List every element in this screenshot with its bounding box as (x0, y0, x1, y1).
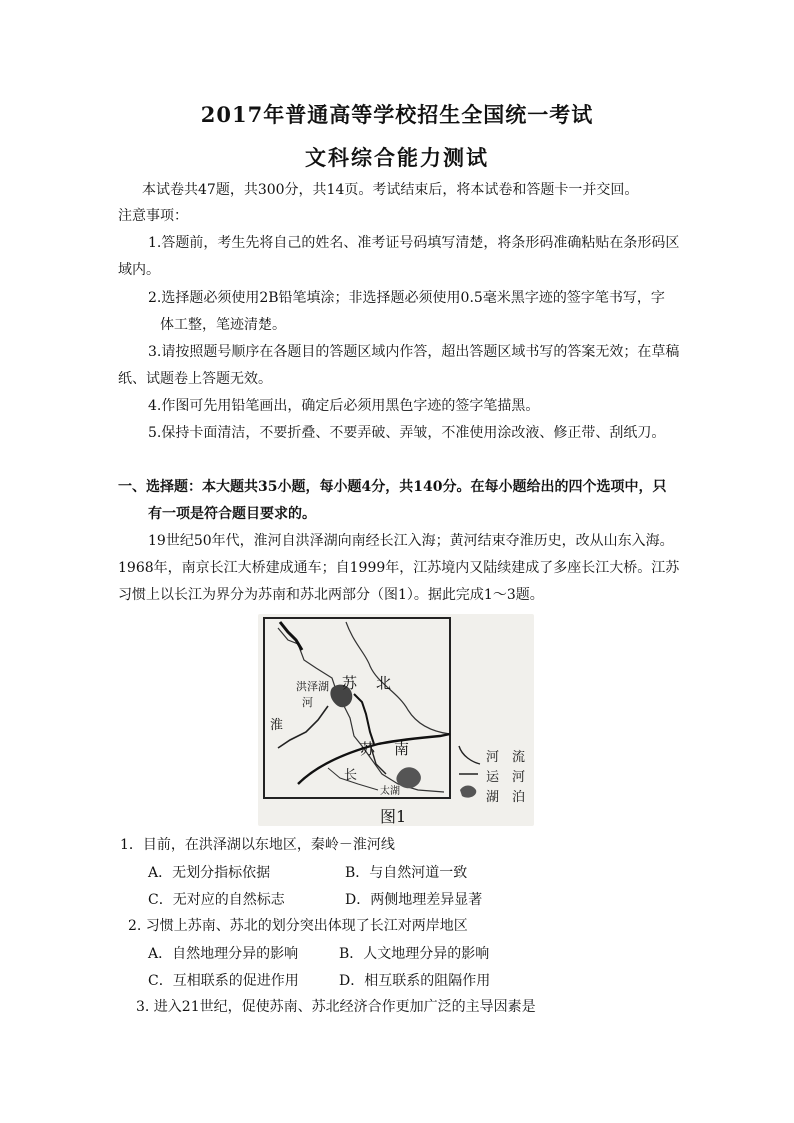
notice-item-4: 4.作图可先用铅笔画出，确定后必须用黑色字迹的签字笔描黑。 (148, 398, 540, 414)
question-1-option-a: A．无划分指标依据 (148, 865, 271, 881)
notice-item-5: 5.保持卡面清洁，不要折叠、不要弄破、弄皱，不准使用涂改液、修正带、刮纸刀。 (148, 425, 666, 441)
notice-item-1-cont: 域内。 (118, 262, 160, 278)
legend-river-3: 泊 (512, 790, 526, 805)
section-heading-cont: 有一项是符合题目要求的。 (148, 506, 316, 522)
figure-1-map (258, 614, 534, 826)
notice-item-3-cont: 纸、试题卷上答题无效。 (118, 371, 272, 387)
map-label-sunan-su: 苏 (360, 740, 376, 758)
question-1-option-b: B．与自然河道一致 (345, 865, 468, 881)
map-label-he: 河 (302, 696, 313, 709)
legend-canal-2: 运 (486, 770, 500, 785)
exam-subtitle: 文科综合能力测试 (305, 145, 489, 170)
section-heading: 一、选择题：本大题共35小题，每小题4分，共140分。在每小题给出的四个选项中，只 (118, 479, 667, 495)
question-2-option-a: A．自然地理分异的影响 (148, 946, 299, 962)
notice-item-3: 3.请按照题号顺序在各题目的答题区域内作答，超出答题区域书写的答案无效；在草稿 (148, 344, 680, 360)
legend-river-1: 流 (512, 750, 526, 765)
passage-line-1: 19世纪50年代，淮河自洪泽湖向南经长江入海；黄河结束夺淮历史，改从山东入海。 (148, 533, 674, 549)
notice-item-1: 1.答题前，考生先将自己的姓名、准考证号码填写清楚，将条形码准确粘贴在条形码区 (148, 235, 680, 251)
map-label-huai: 淮 (270, 718, 284, 733)
question-2-option-c: C．互相联系的促进作用 (148, 973, 299, 989)
legend-canal-3: 湖 (486, 790, 500, 805)
question-2-stem: 2. 习惯上苏南、苏北的划分突出体现了长江对两岸地区 (128, 918, 468, 934)
notice-item-2-cont: 体工整，笔迹清楚。 (160, 317, 286, 333)
map-label-hongze: 洪泽湖 (296, 680, 329, 693)
map-label-taihu: 太湖 (380, 786, 400, 797)
figure-caption: 图1 (380, 807, 407, 826)
map-label-chang: 长 (344, 768, 358, 783)
map-label-subei-su: 苏 (342, 674, 358, 692)
passage-line-3: 习惯上以长江为界分为苏南和苏北两部分（图1）。据此完成1～3题。 (118, 587, 544, 603)
map-label-sunan-nan: 南 (394, 740, 410, 758)
question-1-stem: 1．目前，在洪泽湖以东地区，秦岭－淮河线 (120, 837, 395, 853)
legend-canal-1: 河 (486, 750, 500, 765)
question-1-option-d: D．两侧地理差异显著 (345, 892, 483, 908)
question-2-option-d: D．相互联系的阻隔作用 (339, 973, 491, 989)
notice-heading: 注意事项： (118, 208, 188, 224)
exam-title: 2017年普通高等学校招生全国统一考试 (200, 102, 594, 127)
notice-item-2: 2.选择题必须使用2B铅笔填涂；非选择题必须使用0.5毫米黑字迹的签字笔书写，字 (148, 290, 665, 306)
question-3-stem: 3. 进入21世纪，促使苏南、苏北经济合作更加广泛的主导因素是 (136, 999, 536, 1015)
question-1-option-c: C．无对应的自然标志 (148, 892, 285, 908)
legend-river-2: 河 (512, 770, 526, 785)
intro-text: 本试卷共47题，共300分，共14页。考试结束后，将本试卷和答题卡一并交回。 (142, 182, 639, 198)
passage-line-2: 1968年，南京长江大桥建成通车；自1999年，江苏境内又陆续建成了多座长江大桥。江苏 (118, 560, 680, 576)
question-2-option-b: B．人文地理分异的影响 (339, 946, 490, 962)
map-label-subei-bei: 北 (376, 674, 392, 692)
